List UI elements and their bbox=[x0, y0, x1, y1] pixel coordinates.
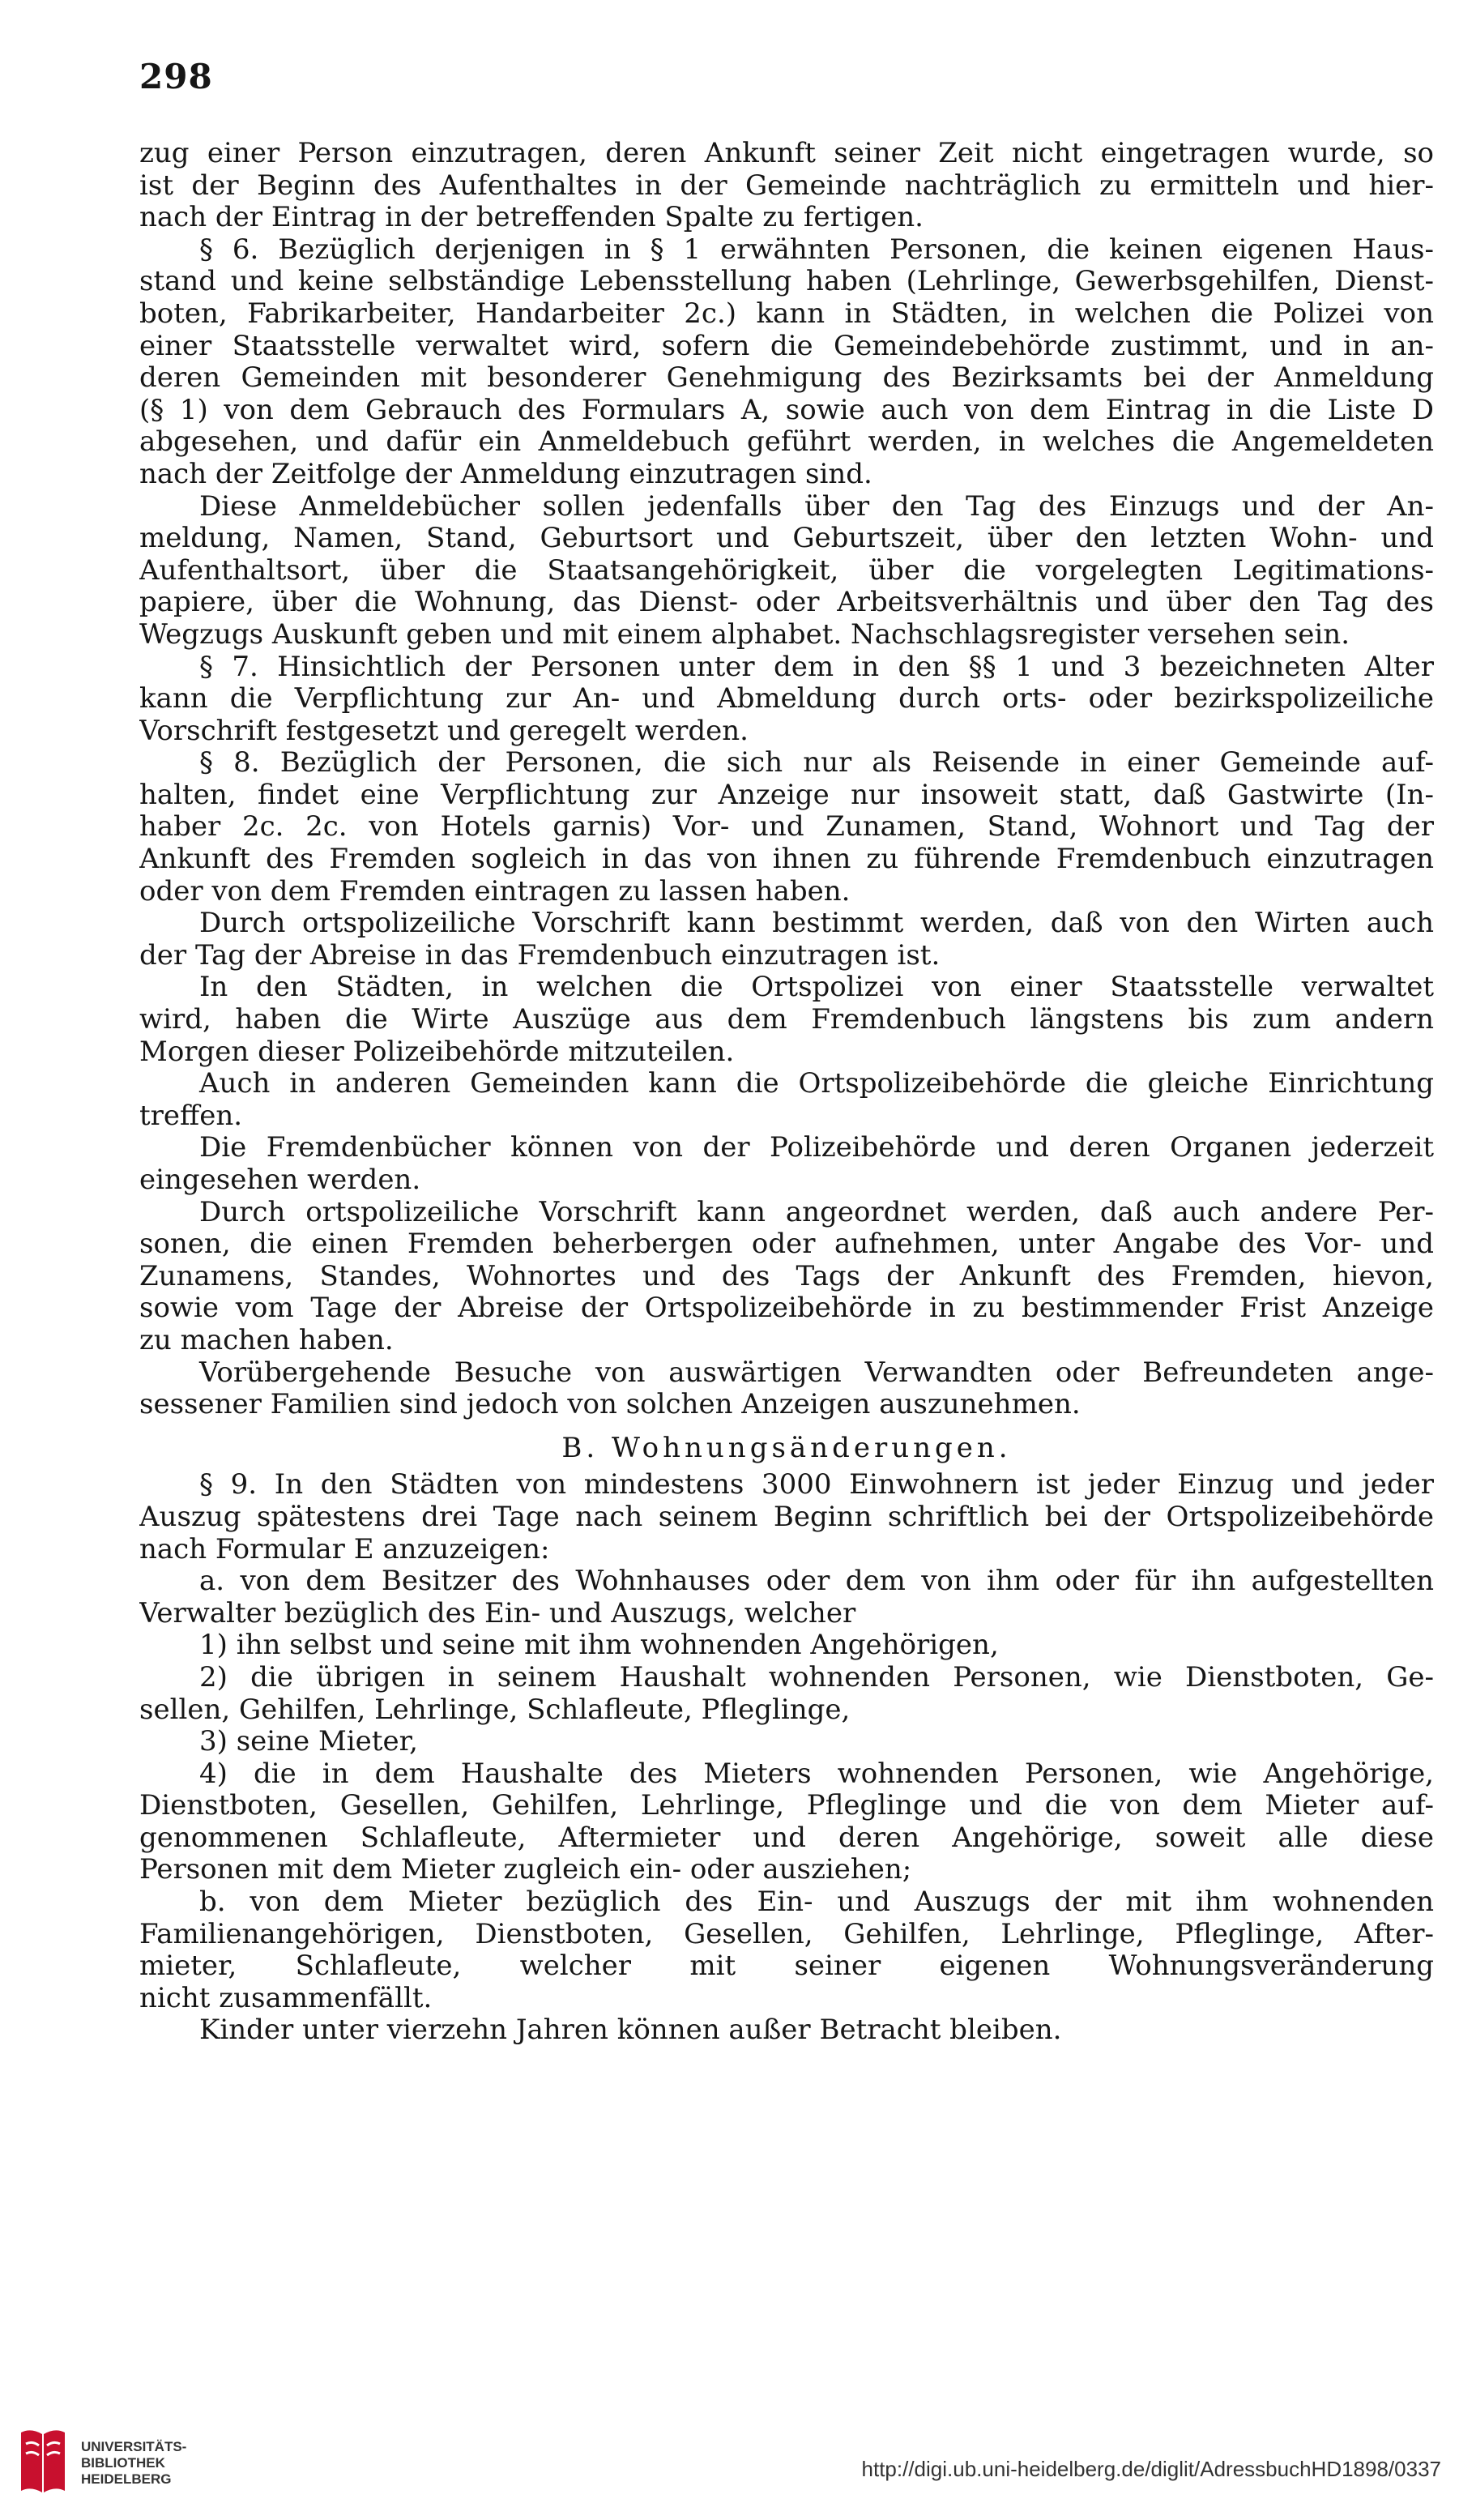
text-line: Zunamens, Standes, Wohnortes und des Tags der Ankunft des Fremden, hievon, bbox=[139, 1260, 1434, 1292]
text-line: Dienstboten, Gesellen, Gehilfen, Lehrlinge, Pfleglinge und die von dem Mieter auf- bbox=[139, 1790, 1434, 1822]
text-line: nicht zusammenfällt. bbox=[139, 1982, 433, 2014]
text-line: papiere, über die Wohnung, das Dienst- oder Arbeitsverhältnis und über den Tag des bbox=[139, 587, 1434, 619]
text-line: einer Staatsstelle verwaltet wird, sofern die Gemeindebehörde zustimmt, und in an- bbox=[139, 330, 1434, 362]
document-body bbox=[139, 138, 1434, 2047]
text-line: (§ 1) von dem Gebrauch des Formulars A, sowie auch von dem Eintrag in die Liste D bbox=[139, 394, 1434, 426]
text-line: § 9. In den Städten von mindestens 3000 Einwohnern ist jeder Einzug und jeder bbox=[199, 1469, 1434, 1501]
text-line: sellen, Gehilfen, Lehrlinge, Schlafleute, Pfleglinge, bbox=[139, 1694, 851, 1726]
section-heading: B. Wohnungsänderungen. bbox=[561, 1432, 1012, 1464]
text-line: 3) seine Mieter, bbox=[199, 1726, 418, 1758]
text-line: halten, findet eine Verpflichtung zur Anzeige nur insoweit statt, daß Gastwirte (In- bbox=[139, 779, 1434, 811]
text-line: a. von dem Besitzer des Wohnhauses oder dem von ihm oder für ihn aufgestellten bbox=[199, 1565, 1434, 1598]
text-line: § 6. Bezüglich derjenigen in § 1 erwähnten Personen, die keinen eigenen Haus- bbox=[199, 233, 1434, 266]
text-line: In den Städten, in welchen die Ortspolizei von einer Staatsstelle verwaltet bbox=[199, 972, 1434, 1004]
text-line: wird, haben die Wirte Auszüge aus dem Fremdenbuch längstens bis zum andern bbox=[139, 1004, 1434, 1036]
text-line: § 7. Hinsichtlich der Personen unter dem in den §§ 1 und 3 bezeichneten Alter bbox=[199, 651, 1434, 683]
text-line: ist der Beginn des Aufenthaltes in der Gemeinde nachträglich zu ermitteln und hier- bbox=[139, 169, 1434, 202]
text-line: 2) die übrigen in seinem Haushalt wohnenden Personen, wie Dienstboten, Ge- bbox=[199, 1661, 1434, 1694]
text-line: Die Fremdenbücher können von der Polizeibehörde und deren Organen jederzeit bbox=[199, 1132, 1434, 1164]
text-line: Diese Anmeldebücher sollen jedenfalls über den Tag des Einzugs und der An- bbox=[199, 490, 1434, 523]
text-line: sonen, die einen Fremden beherbergen oder aufnehmen, unter Angabe des Vor- und bbox=[139, 1228, 1434, 1261]
text-line: b. von dem Mieter bezüglich des Ein- und Auszugs der mit ihm wohnenden bbox=[199, 1886, 1434, 1919]
logo-line: HEIDELBERG bbox=[81, 2471, 172, 2487]
text-line: Vorübergehende Besuche von auswärtigen Verwandten oder Befreundeten ange- bbox=[199, 1356, 1434, 1389]
logo-line: BIBLIOTHEK bbox=[81, 2455, 165, 2471]
text-line: kann die Verpflichtung zur An- und Abmeldung durch orts- oder bezirkspolizeiliche bbox=[139, 683, 1434, 715]
text-line: Auszug spätestens drei Tage nach seinem Beginn schriftlich bei der Ortspolizeibehörde bbox=[139, 1501, 1434, 1533]
text-line: Wegzugs Auskunft geben und mit einem alphabet. Nachschlagsregister versehen sein. bbox=[139, 618, 1350, 651]
text-line: nach der Eintrag in der betreffenden Spalte zu fertigen. bbox=[139, 202, 924, 234]
text-line: stand und keine selbständige Lebensstellung haben (Lehrlinge, Gewerbsgehilfen, Dienst- bbox=[139, 266, 1434, 298]
text-line: 1) ihn selbst und seine mit ihm wohnenden Angehörigen, bbox=[199, 1629, 999, 1662]
logo-line: UNIVERSITÄTS- bbox=[81, 2439, 187, 2454]
text-line: Durch ortspolizeiliche Vorschrift kann bestimmt werden, daß von den Wirten auch bbox=[199, 908, 1434, 940]
footer bbox=[0, 2415, 1459, 2520]
text-line: der Tag der Abreise in das Fremdenbuch einzutragen ist. bbox=[139, 939, 941, 972]
page-number: 298 bbox=[139, 57, 213, 96]
library-seal-icon bbox=[15, 2424, 71, 2497]
text-line: zu machen haben. bbox=[139, 1324, 394, 1356]
text-line: zug einer Person einzutragen, deren Ankunft seiner Zeit nicht eingetragen wurde, so bbox=[139, 138, 1434, 169]
text-line: oder von dem Fremden eintragen zu lassen haben. bbox=[139, 875, 851, 908]
text-line: nach der Zeitfolge der Anmeldung einzutragen sind. bbox=[139, 458, 872, 490]
text-line: meldung, Namen, Stand, Geburtsort und Geburtszeit, über den letzten Wohn- und bbox=[139, 523, 1434, 555]
text-line: nach Formular E anzuzeigen: bbox=[139, 1533, 550, 1565]
text-line: boten, Fabrikarbeiter, Handarbeiter 2c.) kann in Städten, in welchen die Polizei von bbox=[139, 297, 1434, 330]
text-line: treffen. bbox=[139, 1100, 243, 1132]
library-logo-text bbox=[81, 2439, 186, 2488]
text-line: Verwalter bezüglich des Ein- und Auszugs, welcher bbox=[139, 1597, 856, 1629]
text-line: Personen mit dem Mieter zugleich ein- oder ausziehen; bbox=[139, 1854, 912, 1886]
text-line: § 8. Bezüglich der Personen, die sich nur als Reisende in einer Gemeinde auf- bbox=[199, 747, 1434, 779]
text-line: abgesehen, und dafür ein Anmeldebuch geführt werden, in welches die Angemeldeten bbox=[139, 426, 1434, 459]
text-line: Morgen dieser Polizeibehörde mitzuteilen. bbox=[139, 1036, 735, 1068]
text-line: Vorschrift festgesetzt und geregelt werden. bbox=[139, 715, 749, 747]
text-line: Auch in anderen Gemeinden kann die Ortspolizeibehörde die gleiche Einrichtung bbox=[199, 1068, 1434, 1100]
text-line: genommenen Schlafleute, Aftermieter und deren Angehörige, soweit alle diese bbox=[139, 1822, 1434, 1854]
text-line: eingesehen werden. bbox=[139, 1164, 421, 1196]
text-line: Familienangehörigen, Dienstboten, Gesellen, Gehilfen, Lehrlinge, Pfleglinge, After- bbox=[139, 1918, 1434, 1950]
text-line: deren Gemeinden mit besonderer Genehmigung des Bezirksamts bei der Anmeldung bbox=[139, 362, 1434, 395]
text-line: Aufenthaltsort, über die Staatsangehörigkeit, über die vorgelegten Legitimations- bbox=[139, 554, 1434, 587]
text-line: Ankunft des Fremden sogleich in das von ihnen zu führende Fremdenbuch einzutragen bbox=[139, 844, 1434, 876]
text-line: mieter, Schlafleute, welcher mit seiner eigenen Wohnungsveränderung bbox=[139, 1950, 1434, 1983]
source-url[interactable]: http://digi.ub.uni-heidelberg.de/diglit/AdressbuchHD1898/0337 bbox=[861, 2457, 1441, 2481]
text-line: sessener Familien sind jedoch von solchen Anzeigen auszunehmen. bbox=[139, 1389, 1081, 1421]
text-line: Kinder unter vierzehn Jahren können außer Betracht bleiben. bbox=[199, 2014, 1062, 2047]
text-line: sowie vom Tage der Abreise der Ortspolizeibehörde in zu bestimmender Frist Anzeige bbox=[139, 1292, 1434, 1325]
text-line: Durch ortspolizeiliche Vorschrift kann angeordnet werden, daß auch andere Per- bbox=[199, 1196, 1434, 1228]
text-line: 4) die in dem Haushalte des Mieters wohnenden Personen, wie Angehörige, bbox=[199, 1758, 1434, 1790]
text-line: haber 2c. 2c. von Hotels garnis) Vor- und Zunamen, Stand, Wohnort und Tag der bbox=[139, 811, 1434, 844]
